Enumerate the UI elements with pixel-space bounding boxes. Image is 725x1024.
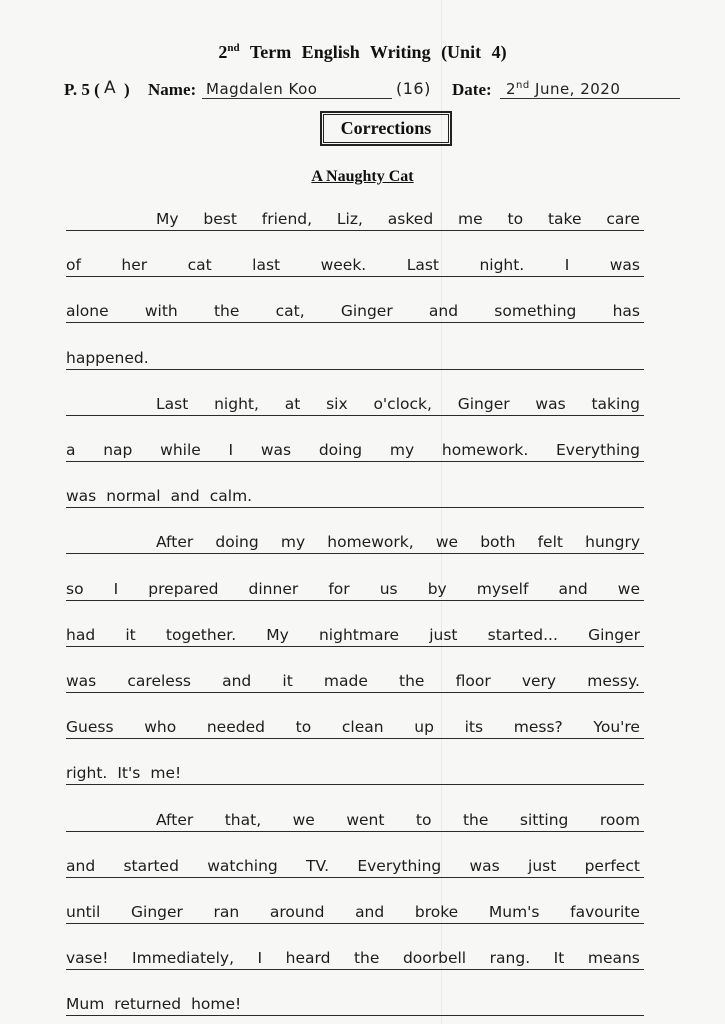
handwritten-word: was	[66, 487, 97, 505]
ruled-line	[66, 831, 644, 832]
handwritten-word: cat	[187, 256, 212, 274]
handwritten-word: Mum	[66, 995, 105, 1013]
handwritten-word: Ginger	[588, 626, 640, 644]
handwritten-word: TV.	[306, 857, 330, 875]
handwritten-word: home!	[191, 995, 242, 1013]
handwritten-word: Ginger	[457, 395, 510, 413]
handwritten-line	[66, 487, 644, 505]
name-underline	[202, 98, 392, 99]
handwritten-word: last	[252, 256, 281, 274]
handwritten-word: sitting	[519, 811, 569, 829]
term-title-text: Term English Writing (Unit 4)	[249, 42, 507, 62]
handwritten-word: myself	[476, 580, 529, 598]
handwritten-word: After	[156, 533, 194, 551]
handwritten-word: by	[427, 580, 447, 598]
handwritten-line	[66, 672, 644, 690]
handwritten-word: broke	[414, 903, 459, 921]
handwritten-word: doorbell	[402, 949, 467, 967]
handwritten-word: messy.	[587, 672, 640, 690]
handwritten-word: o'clock,	[373, 395, 432, 413]
handwritten-word: asked	[387, 210, 434, 228]
handwritten-word: us	[379, 580, 398, 598]
handwritten-line	[66, 441, 644, 459]
ruled-line	[66, 415, 644, 416]
ruled-line	[66, 461, 644, 462]
handwritten-word: to	[507, 210, 524, 228]
handwritten-word: to	[295, 718, 312, 736]
handwritten-word: just	[429, 626, 458, 644]
handwritten-word: I	[257, 949, 263, 967]
handwritten-line	[66, 580, 644, 598]
handwritten-line	[66, 533, 644, 551]
handwritten-word: we	[292, 811, 315, 829]
handwritten-word: me!	[150, 764, 182, 782]
handwritten-word: up	[414, 718, 434, 736]
handwritten-word: and	[558, 580, 588, 598]
name-value: Magdalen Koo	[206, 80, 318, 98]
handwritten-word: dinner	[248, 580, 299, 598]
handwritten-word: went	[346, 811, 385, 829]
handwritten-word: made	[323, 672, 368, 690]
handwritten-word: floor	[455, 672, 491, 690]
handwritten-word: watching	[207, 857, 278, 875]
handwritten-word: and	[222, 672, 252, 690]
handwritten-word: taking	[591, 395, 640, 413]
handwritten-word: It's	[117, 764, 141, 782]
handwritten-word: normal	[106, 487, 161, 505]
corrections-heading: Corrections	[323, 114, 449, 143]
name-label: Name:	[148, 80, 197, 99]
handwritten-word: had	[66, 626, 96, 644]
handwritten-word: it	[125, 626, 136, 644]
handwritten-line	[66, 626, 644, 644]
handwritten-word: it	[282, 672, 293, 690]
handwritten-word: Guess	[66, 718, 114, 736]
handwritten-word: was	[66, 672, 97, 690]
handwritten-word: to	[415, 811, 432, 829]
handwritten-line	[66, 256, 644, 274]
handwritten-word: was	[535, 395, 566, 413]
handwritten-word: Mum's	[488, 903, 540, 921]
handwritten-word: and	[170, 487, 200, 505]
handwritten-word: returned	[114, 995, 182, 1013]
handwritten-word: homework.	[441, 441, 529, 459]
class-close: )	[124, 80, 130, 99]
ruled-line	[66, 600, 644, 601]
handwritten-word: cat,	[275, 302, 305, 320]
handwritten-line	[66, 395, 644, 413]
handwritten-word: My	[156, 210, 179, 228]
handwritten-line	[66, 949, 644, 967]
handwritten-word: room	[599, 811, 640, 829]
handwritten-word: night,	[214, 395, 259, 413]
ruled-line	[66, 507, 644, 508]
handwritten-word: care	[606, 210, 640, 228]
handwritten-word: prepared	[148, 580, 219, 598]
handwritten-line	[66, 349, 644, 367]
handwritten-word: My	[266, 626, 289, 644]
ruled-line	[66, 969, 644, 970]
date-rest: June, 2020	[535, 80, 621, 98]
worksheet-title	[0, 42, 725, 63]
handwritten-word: mess?	[513, 718, 563, 736]
handwritten-line	[66, 302, 644, 320]
handwritten-word: rang.	[489, 949, 531, 967]
class-label	[64, 80, 100, 100]
handwritten-word: the	[353, 949, 380, 967]
class-number: (16)	[396, 79, 431, 98]
handwritten-word: was	[469, 857, 500, 875]
handwritten-word: alone	[66, 302, 109, 320]
handwritten-word: until	[66, 903, 101, 921]
handwritten-word: ran	[213, 903, 240, 921]
handwritten-word: Last	[406, 256, 439, 274]
handwritten-word: for	[328, 580, 350, 598]
handwritten-word: Liz,	[336, 210, 363, 228]
story-title: A Naughty Cat	[311, 168, 414, 185]
handwritten-line	[66, 764, 644, 782]
handwritten-word: just	[528, 857, 557, 875]
handwritten-word: careless	[127, 672, 191, 690]
handwritten-word: needed	[206, 718, 265, 736]
ruled-line	[66, 1015, 644, 1016]
class-label-text: P. 5 (	[64, 80, 100, 99]
handwritten-line	[66, 857, 644, 875]
ruled-line	[66, 784, 644, 785]
handwritten-line	[66, 903, 644, 921]
handwritten-word: something	[494, 302, 577, 320]
ruled-line	[66, 230, 644, 231]
handwritten-word: and	[355, 903, 385, 921]
handwritten-word: was	[609, 256, 640, 274]
handwritten-word: Ginger	[340, 302, 393, 320]
handwritten-word: a	[66, 441, 76, 459]
ruled-line	[66, 738, 644, 739]
handwritten-word: You're	[593, 718, 640, 736]
handwritten-word: that,	[224, 811, 262, 829]
term-number: 2	[218, 42, 228, 62]
handwritten-word: around	[269, 903, 325, 921]
date-label: Date:	[452, 80, 492, 99]
handwritten-word: doing	[215, 533, 259, 551]
handwritten-word: six	[326, 395, 348, 413]
handwritten-word: right.	[66, 764, 108, 782]
handwritten-word: perfect	[584, 857, 640, 875]
handwritten-word: night.	[479, 256, 525, 274]
ruled-line	[66, 646, 644, 647]
handwritten-word: felt	[537, 533, 563, 551]
handwritten-word: my	[389, 441, 415, 459]
handwritten-word: doing	[318, 441, 363, 459]
handwritten-word: take	[547, 210, 582, 228]
handwritten-word: I	[113, 580, 119, 598]
handwritten-word: Immediately,	[132, 949, 234, 967]
handwritten-word: heard	[285, 949, 331, 967]
class-letter: A	[104, 78, 117, 98]
handwritten-word: Everything	[556, 441, 640, 459]
handwritten-word: so	[66, 580, 84, 598]
handwritten-word: best	[203, 210, 237, 228]
term-suffix: nd	[227, 42, 240, 54]
ruled-line	[66, 553, 644, 554]
handwritten-line	[66, 210, 644, 228]
handwritten-word: of	[66, 256, 81, 274]
handwritten-word: was	[260, 441, 292, 459]
handwritten-word: together.	[165, 626, 237, 644]
handwritten-word: nightmare	[318, 626, 400, 644]
handwritten-word: who	[144, 718, 177, 736]
handwritten-word: means	[587, 949, 640, 967]
handwritten-word: and	[428, 302, 459, 320]
handwritten-word: while	[160, 441, 201, 459]
ruled-line	[66, 276, 644, 277]
ruled-line	[66, 877, 644, 878]
handwritten-word: we	[617, 580, 640, 598]
handwritten-word: both	[480, 533, 516, 551]
handwritten-word: the	[213, 302, 240, 320]
handwritten-word: at	[284, 395, 301, 413]
handwritten-word: the	[462, 811, 489, 829]
handwritten-word: has	[612, 302, 640, 320]
handwritten-word: we	[435, 533, 459, 551]
handwritten-line	[66, 718, 644, 736]
handwritten-word: me	[458, 210, 483, 228]
ruled-line	[66, 369, 644, 370]
handwritten-word: After	[156, 811, 194, 829]
handwritten-word: It	[553, 949, 565, 967]
handwritten-word: her	[121, 256, 148, 274]
corrections-box	[320, 111, 452, 146]
handwritten-word: week.	[320, 256, 367, 274]
handwritten-word: nap	[103, 441, 133, 459]
handwritten-word: my	[280, 533, 306, 551]
handwritten-word: its	[464, 718, 484, 736]
handwritten-word: Ginger	[131, 903, 183, 921]
handwritten-line	[66, 995, 644, 1013]
handwritten-word: favourite	[570, 903, 640, 921]
handwritten-word: happened.	[66, 349, 149, 367]
date-value	[506, 80, 620, 98]
handwritten-word: the	[399, 672, 425, 690]
handwritten-word: Everything	[357, 857, 442, 875]
date-underline	[500, 98, 680, 99]
handwritten-word: started	[123, 857, 179, 875]
handwritten-word: hungry	[585, 533, 640, 551]
ruled-line	[66, 923, 644, 924]
handwritten-word: clean	[341, 718, 384, 736]
ruled-line	[66, 692, 644, 693]
handwritten-word: Last	[156, 395, 189, 413]
date-suffix: nd	[516, 80, 530, 91]
handwritten-word: calm.	[209, 487, 253, 505]
handwritten-word: vase!	[66, 949, 109, 967]
handwritten-word: started...	[487, 626, 558, 644]
handwritten-line	[66, 811, 644, 829]
handwritten-word: and	[66, 857, 96, 875]
date-day: 2	[506, 80, 517, 98]
handwritten-word: I	[564, 256, 570, 274]
handwritten-word: with	[144, 302, 178, 320]
handwritten-word: very	[521, 672, 557, 690]
handwritten-word: I	[228, 441, 234, 459]
handwritten-word: homework,	[327, 533, 414, 551]
ruled-line	[66, 322, 644, 323]
handwritten-word: friend,	[261, 210, 313, 228]
